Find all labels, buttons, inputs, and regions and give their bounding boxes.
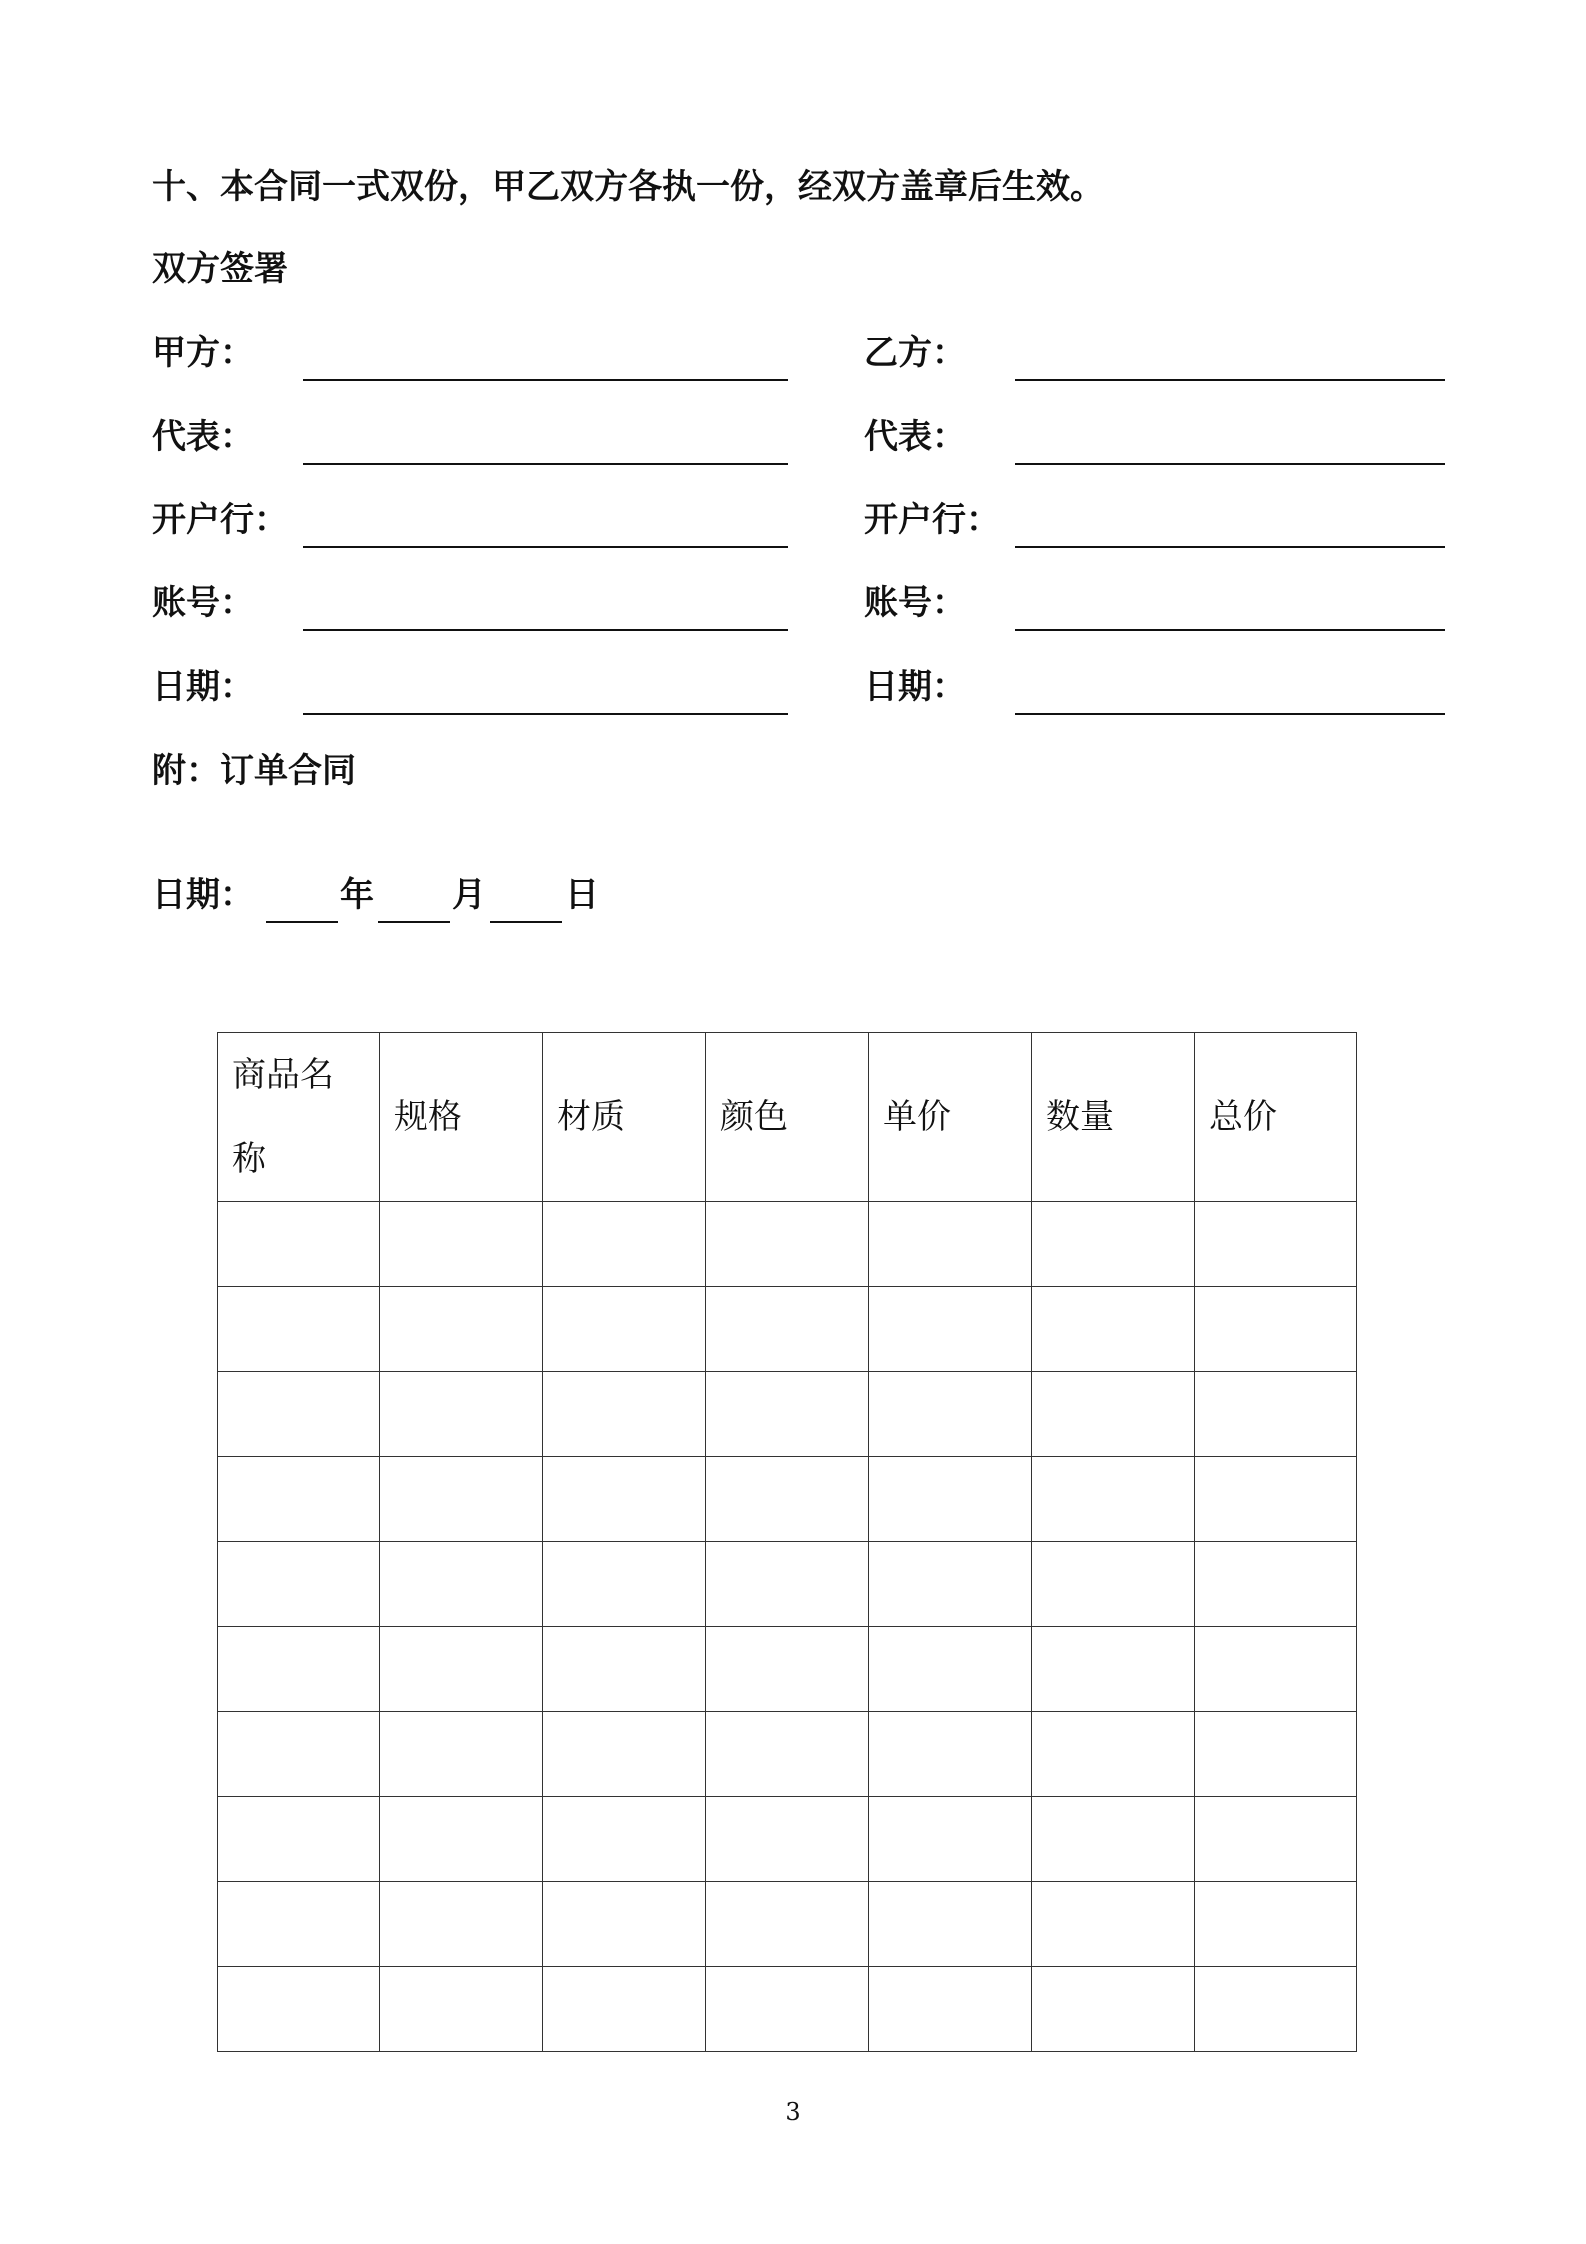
table-cell[interactable] <box>706 1542 869 1627</box>
table-cell[interactable] <box>706 1202 869 1287</box>
month-blank[interactable] <box>378 921 450 923</box>
day-label: 日 <box>565 875 599 915</box>
table-row <box>218 1542 1357 1627</box>
party-a-representative-label: 代表： <box>152 417 254 457</box>
table-cell[interactable] <box>1195 1797 1357 1882</box>
year-blank[interactable] <box>266 921 338 923</box>
table-cell[interactable] <box>1032 1287 1195 1372</box>
table-cell[interactable] <box>1195 1287 1357 1372</box>
table-cell[interactable] <box>543 1542 706 1627</box>
attachment-note: 附：订单合同 <box>152 751 356 791</box>
table-cell[interactable] <box>869 1202 1032 1287</box>
table-cell[interactable] <box>706 1882 869 1967</box>
table-cell[interactable] <box>706 1287 869 1372</box>
table-cell[interactable] <box>869 1627 1032 1712</box>
table-cell[interactable] <box>380 1882 543 1967</box>
table-cell[interactable] <box>1195 1627 1357 1712</box>
party-b-bank-line[interactable] <box>1015 546 1445 548</box>
table-cell[interactable] <box>543 1797 706 1882</box>
party-b-representative-label: 代表： <box>864 417 966 457</box>
header-unit-price: 单价 <box>869 1033 1032 1202</box>
header-quantity: 数量 <box>1032 1033 1195 1202</box>
table-cell[interactable] <box>1032 1457 1195 1542</box>
party-b-date-label: 日期： <box>864 667 966 707</box>
table-cell[interactable] <box>706 1712 869 1797</box>
table-cell[interactable] <box>869 1542 1032 1627</box>
table-row <box>218 1797 1357 1882</box>
table-cell[interactable] <box>1032 1542 1195 1627</box>
party-a-label: 甲方： <box>152 333 254 373</box>
header-total-price: 总价 <box>1195 1033 1357 1202</box>
table-cell[interactable] <box>543 1457 706 1542</box>
header-specification: 规格 <box>380 1033 543 1202</box>
table-cell[interactable] <box>706 1627 869 1712</box>
table-cell[interactable] <box>1195 1457 1357 1542</box>
month-label: 月 <box>452 875 486 915</box>
table-cell[interactable] <box>706 1797 869 1882</box>
table-cell[interactable] <box>543 1967 706 2052</box>
party-b-bank-label: 开户行： <box>864 500 1000 540</box>
table-cell[interactable] <box>218 1882 380 1967</box>
table-cell[interactable] <box>218 1967 380 2052</box>
party-a-line[interactable] <box>303 379 788 381</box>
table-cell[interactable] <box>1195 1372 1357 1457</box>
table-cell[interactable] <box>869 1287 1032 1372</box>
party-a-account-line[interactable] <box>303 629 788 631</box>
table-row <box>218 1967 1357 2052</box>
party-a-date-line[interactable] <box>303 713 788 715</box>
party-b-representative-line[interactable] <box>1015 463 1445 465</box>
table-cell[interactable] <box>1032 1882 1195 1967</box>
table-cell[interactable] <box>380 1457 543 1542</box>
party-b-account-line[interactable] <box>1015 629 1445 631</box>
table-cell[interactable] <box>380 1627 543 1712</box>
table-row <box>218 1457 1357 1542</box>
table-row <box>218 1627 1357 1712</box>
party-b-account-label: 账号： <box>864 583 966 623</box>
table-cell[interactable] <box>543 1627 706 1712</box>
table-header-row <box>218 1033 1357 1202</box>
page-number: 3 <box>785 2098 801 2126</box>
table-cell[interactable] <box>380 1542 543 1627</box>
table-cell[interactable] <box>706 1967 869 2052</box>
table-row <box>218 1372 1357 1457</box>
party-a-account-label: 账号： <box>152 583 254 623</box>
table-cell[interactable] <box>869 1797 1032 1882</box>
table-cell[interactable] <box>1032 1712 1195 1797</box>
table-cell[interactable] <box>218 1287 380 1372</box>
party-a-bank-line[interactable] <box>303 546 788 548</box>
table-cell[interactable] <box>218 1372 380 1457</box>
table-cell[interactable] <box>869 1372 1032 1457</box>
header-color: 颜色 <box>706 1033 869 1202</box>
table-cell[interactable] <box>1195 1542 1357 1627</box>
table-cell[interactable] <box>380 1712 543 1797</box>
table-cell[interactable] <box>706 1372 869 1457</box>
table-cell[interactable] <box>380 1797 543 1882</box>
contract-date-label: 日期： <box>152 875 254 915</box>
header-product-name: 商品名称 <box>218 1033 380 1202</box>
table-cell[interactable] <box>1032 1202 1195 1287</box>
table-cell[interactable] <box>218 1457 380 1542</box>
table-cell[interactable] <box>218 1712 380 1797</box>
header-material: 材质 <box>543 1033 706 1202</box>
party-b-label: 乙方： <box>864 333 966 373</box>
party-b-date-line[interactable] <box>1015 713 1445 715</box>
table-row <box>218 1882 1357 1967</box>
table-row <box>218 1202 1357 1287</box>
party-a-bank-label: 开户行： <box>152 500 288 540</box>
table-cell[interactable] <box>218 1797 380 1882</box>
table-cell[interactable] <box>1032 1967 1195 2052</box>
table-cell[interactable] <box>1032 1797 1195 1882</box>
table-cell[interactable] <box>706 1457 869 1542</box>
table-cell[interactable] <box>1195 1882 1357 1967</box>
table-cell[interactable] <box>380 1287 543 1372</box>
table-cell[interactable] <box>869 1457 1032 1542</box>
table-cell[interactable] <box>543 1287 706 1372</box>
table-cell[interactable] <box>1032 1372 1195 1457</box>
table-cell[interactable] <box>380 1202 543 1287</box>
table-cell[interactable] <box>1195 1712 1357 1797</box>
party-a-date-label: 日期： <box>152 667 254 707</box>
table-cell[interactable] <box>543 1712 706 1797</box>
table-cell[interactable] <box>380 1967 543 2052</box>
table-cell[interactable] <box>1195 1967 1357 2052</box>
table-row <box>218 1712 1357 1797</box>
party-a-representative-line[interactable] <box>303 463 788 465</box>
signature-section-title: 双方签署 <box>152 249 288 289</box>
order-table <box>217 1032 1357 2052</box>
table-cell[interactable] <box>543 1202 706 1287</box>
table-row <box>218 1287 1357 1372</box>
table-cell[interactable] <box>380 1372 543 1457</box>
table-cell[interactable] <box>869 1967 1032 2052</box>
party-b-line[interactable] <box>1015 379 1445 381</box>
table-cell[interactable] <box>869 1712 1032 1797</box>
day-blank[interactable] <box>490 921 562 923</box>
table-cell[interactable] <box>543 1882 706 1967</box>
table-cell[interactable] <box>218 1542 380 1627</box>
year-label: 年 <box>340 875 374 915</box>
contract-clause-ten: 十、本合同一式双份，甲乙双方各执一份，经双方盖章后生效。 <box>152 167 1104 207</box>
table-cell[interactable] <box>869 1882 1032 1967</box>
table-body <box>218 1202 1357 2052</box>
table-cell[interactable] <box>218 1202 380 1287</box>
table-cell[interactable] <box>218 1627 380 1712</box>
table-cell[interactable] <box>543 1372 706 1457</box>
table-cell[interactable] <box>1032 1627 1195 1712</box>
table-cell[interactable] <box>1195 1202 1357 1287</box>
